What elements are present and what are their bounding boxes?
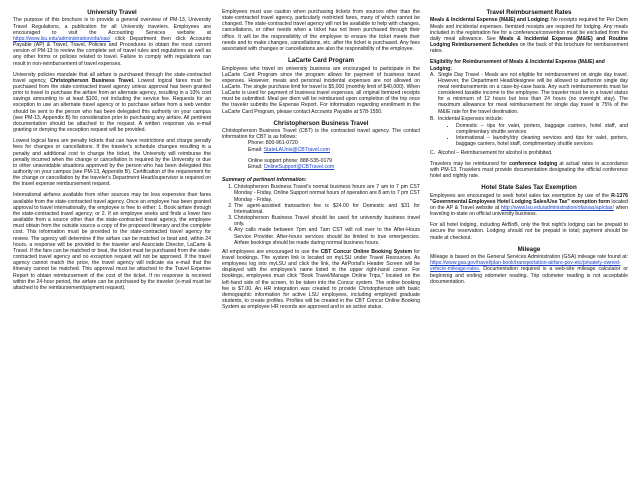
airfare-policy-paragraph: University policies mandate that all airfare is purchased through the state-contracted travel agency, Christopherson Business Travel. Lowest logical fares must be purchased from the state-contracted travel agency unless approval has been granted prior to travel to purchase the airfare from an alternate agency, resulting in a 10% cost savings amounting to at least $100, not including the service fee. Requests for an exception to use an alternate travel agency or to purchase airfare from a web vendor should be sent to the person who has been delegated this authority on your campus (see PM-13, Appendix B) for consideration prior to purchasing any airfare. All pertinent documentation should be attached to the request. A written response via e-mail granting or denying the exception request will be provided. <box>13 71 211 134</box>
column-reimbursement <box>430 9 628 491</box>
summary-heading: Summary of pertinent information: <box>222 177 307 184</box>
cbt-intro: Christopherson Business Travel (CBT) is the contracted travel agency. The contact information for CBT is as follows: <box>222 128 420 141</box>
lacarte-paragraph: Employees who travel on university business are encouraged to participate in the LaCarte Card Program since the program allows for payment of business travel expenses. However, meals and personal incidental expenses are not allowed on LaCarte. The single purchase limit for travel is $5,000 (monthly limit of $40,000). When LaCarte is used for payment of business travel expenses, all original itemized receipts must be submitted. Meal per diem will be reimbursed upon completion of the trip once the traveler submits the Expense Report. For information regarding enrollment in the LaCarte Card Program, please contact Accounts Payable at 578-1550. <box>222 65 420 115</box>
list-item: 3. Christopherson Business Travel should be used for university business travel only. <box>234 215 420 227</box>
column-university-travel <box>13 9 211 491</box>
cbt-email-link[interactable]: StateLAUniv@CBTravel.com <box>263 146 330 153</box>
sales-tax-heading: Hotel State Sales Tax Exemption <box>481 184 577 192</box>
tax-form-link[interactable]: http://www.lsu.edu/administration/ofa/oas/ap/ctax/ <box>501 204 614 211</box>
gsa-mileage-link[interactable]: https://www.gsa.gov/travel/plan-book/transportation-airfare-pov-etc/privately-owned-vehicle-mileage-rates. <box>430 260 621 273</box>
cbt-phone: Phone: 800-961-0720 <box>248 140 298 147</box>
lacarte-heading: LaCarte Card Program <box>287 57 355 65</box>
incidental-bullets <box>430 123 628 148</box>
mileage-heading: Mileage <box>517 245 541 253</box>
university-travel-heading: University Travel <box>87 9 137 16</box>
penalty-fares-paragraph: Lowest logical fares are penalty tickets that can have restrictions and charge penalty fees for changes or cancellations. If the traveler's schedule changes resulting in a penalty and additional cost to change the ticket, the University will reimburse the penalty incurred when the change or cancellation is required by the University or due to other unavoidable situations approved by the person who has been delegated this authority on your campus (see PM-13, Appendix B). Certification of the requirement for the change or cancellation by the traveler's Department Head/supervisor is required on the travel expense reimbursement request. <box>13 138 211 188</box>
list-item: 1. Christopherson Business Travel's normal business hours are 7 am to 7 pm CST Monday - Friday. Online Support normal hours of operation are 8 am to 7 pm CST Monday - Friday. <box>234 184 420 202</box>
conference-lodging-paragraph: Travelers may be reimbursed for conference lodging at actual rates in accordance with PM-13. Travelers must provide documentation designating the official conference hotel and nightly rate. <box>430 160 628 179</box>
eligibility-heading: Eligibility for Reimbursement of Meals & Incidental Expense (M&IE) and Lodging: <box>430 59 605 72</box>
column-lacarte-cbt <box>222 9 420 491</box>
eligibility-item-a: A. Single Day Travel - Meals are not eligible for reimbursement on single day travel. However, the Department Head/designee will be allowed to authorize single day meal reimbursements on a case-by-case basis. Any such reimbursements must be considered taxable income to the employee. The traveler must be in a travel status for a minimum of 12 hours but less than 24 hours (no overnight stay). The maximum allowance for meal reimbursement for single day travel is 75% of the M&IE rate for the travel destination. <box>430 71 628 115</box>
purpose-paragraph: The purpose of this brochure is to provide a general overview of PM-13, University Travel Regulations, a publication for all University travelers. Employees are encouraged to visit the Accounting Services website at https://www.lsu.edu/administration/ofa/oas/ click Department then click Accounts Payable (AP) & Travel, Travel, Policies and Procedures to obtain the most current version of PM-13 to review the complete set of travel rules and regulations as well as any other forms or policies related to travel. Failure to comply with regulations can result in non-reimbursement of travel expenses. <box>13 17 211 67</box>
list-item: • Domestic – tips for valet, porters, baggage carriers, hotel staff, and complimentary shuttle services <box>456 123 628 135</box>
online-support-email-line: Email: OnlineSupport@CBTravel.com <box>248 163 335 170</box>
sales-tax-paragraph: Employees are encouraged to seek hotel sales tax exemption by use of the R-1376 "Governmental Employees Hotel Lodging Sales/Use Tax" exemption form located on the AP & Travel website at http://www.lsu.edu/administration/ofa/oas/ap/ctax/ when traveling in-state on official university business. <box>430 192 628 218</box>
mie-lodging-paragraph: Meals & Incidental Expense (M&IE) and Lodging: No receipts required for Per Diem Meals and incidental expenses. Itemized receipts are required for lodging. Any meals included in the registration fee for a conference/convention must be excluded from the daily meal allowance. See Meals & Incidental Expense (M&IE) and Routine Lodging Reimbursement Schedules on the back of this brochure for reimbursement rates. <box>430 17 628 55</box>
online-support-email-link[interactable]: OnlineSupport@CBTravel.com <box>263 163 335 170</box>
eligibility-item-b: B. Incidental Expenses include: <box>430 115 504 122</box>
concur-paragraph: All employees are encouraged to use the CBT Concur Online Booking System for travel bookings. The system link is located on myLSU under Travel Resources. As employees log into myLSU and click the link, the AirPortal's Header Screen will be displayed with the employee's name listed in the upper right-hand corner. For bookings, employees must click "Book Travel/Manage Online Trips," located on the left-hand side of the screen, to be taken into the Concur system. The online booking fee is $7.00. An HR integration was created to provide Christopherson with basic demographic information for active LSU employees, including employed graduate students, to create profiles. Profiles will be created in the CBT Concur Online Booking System as employee HR records are approved and in an active status. <box>222 248 420 311</box>
cbt-email-line: Email: StateLAUniv@CBTravel.com <box>248 146 330 153</box>
reimbursement-rates-heading: Travel Reimbursement Rates <box>486 9 572 16</box>
list-item: 2. The agent-assisted transaction fee is $24.00 for Domestic and $31 for International. <box>234 203 420 215</box>
list-item: 4. Any calls made between 7pm and 7am CST will roll over to the After-Hours Service Provider. After-hours services should be limited to true emergencies. Airfare bookings should be made during normal business hours. <box>234 227 420 245</box>
international-airfare-paragraph: International airfares available from other sources may be less expensive than fares available from the state-contracted travel agency. Once an employee has been granted approval to travel internationally, the employee is free to either: 1. Book airfare through the state-contracted travel agency; or 2. If an employee seeks and finds a lower fare available from a source other than the state-contracted travel agency, the employee must obtain from the outside source a copy of the proposed itinerary and the complete cost. This information must be provided to the state-contracted travel agency for review. The agency will determine if the airfare can be matched or beat and, within 24 hours, a response will be provided to the traveler and Associate Director, LaCarte & Travel. If the fare can be matched or beat, the ticket must be purchased from the state-contracted travel agency and no exception request will not be approved. If the travel agency cannot match the price, the travel agency will indicate via e-mail that the itinerary cannot be matched. This approval must be attached to the Travel Expense Report to obtain reimbursement of the cost of the ticket. If no response is received within the 24-hour period, the airfare can be purchased by the traveler (e-mail must be attached to the reimbursement/payment request). <box>13 192 211 291</box>
cbt-heading: Christopherson Business Travel <box>273 119 369 127</box>
summary-list <box>222 184 420 246</box>
airbnb-paragraph: For all hotel lodging, including AirBnB, only the first night's lodging can be prepaid to secure the reservation. Lodging should not be prepaid in total; payment should be made at checkout. <box>430 222 628 241</box>
eligibility-item-c: C. Alcohol – Reimbursement for alcohol is prohibited. <box>430 149 553 156</box>
list-item: • International – laundry/dry cleaning services and tips for valet, porters, baggage carriers, hotel staff, complimentary shuttle services <box>456 135 628 147</box>
online-support-phone: Online support phone: 888-535-0179 <box>248 157 333 164</box>
mileage-paragraph: Mileage is based on the General Services Administration (GSA) mileage rate found at: https://www.gsa.gov/travel/plan-book/transportation-airfare-pov-etc/privately-owned-vehicle-mileage-rates. Documentation required is a web-site mileage calculator or beginning and ending odometer reading. Trip odometer reading is not acceptable documentation. <box>430 254 628 285</box>
caution-paragraph: Employees must use caution when purchasing tickets from sources other than the state-contracted travel agency, particularly restricted fares, many of which cannot be changed. The state-contracted travel agency will not be available to help with changes, cancellations, or other needs when a ticket has not been purchased through their office. It will be the responsibility of the employee to ensure the ticket meets their needs and to make changes, cancellations, etc. after the ticket is purchased. Any fees associated with changes or cancellations are also the responsibility of the employee. <box>222 9 420 52</box>
accounting-services-link[interactable]: https://www.lsu.edu/administration/ofa/oas/ <box>13 35 111 42</box>
